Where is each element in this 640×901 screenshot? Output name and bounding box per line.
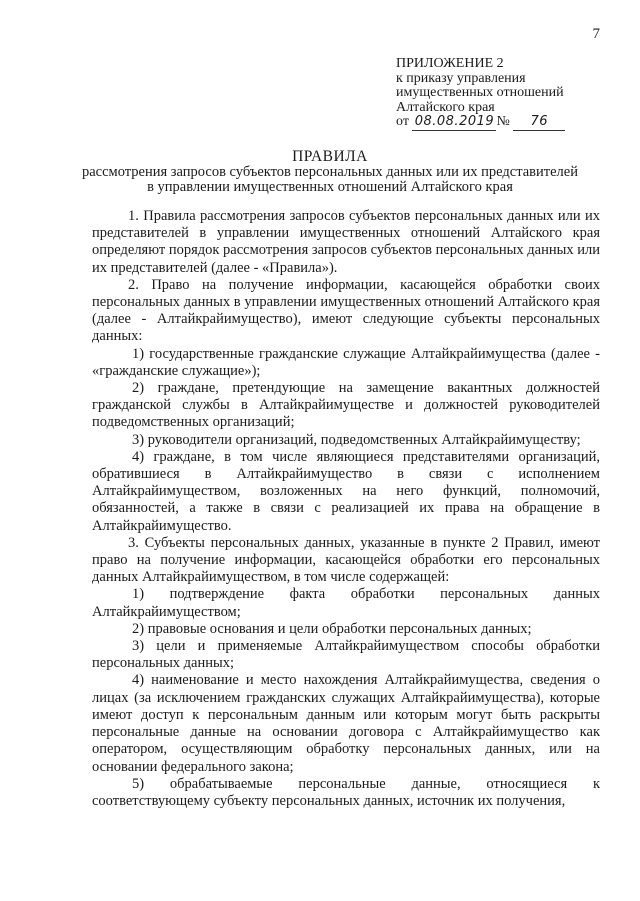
list-item: 5) обрабатываемые персональные данные, относящиеся к соответствующему субъекту персональных данных, источник их получения, [92,775,600,809]
paragraph: 1. Правила рассмотрения запросов субъектов персональных данных или их представителей в управлении имущественных отношений Алтайского края определяют порядок рассмотрения запросов субъектов персональных данных или их представителей (далее - «Правила»). [92,208,600,276]
annex-date-line [396,115,632,131]
list-item: 3) цели и применяемые Алтайкрайимуществом способы обработки персональных данных; [92,638,600,672]
list-item: 1) подтверждение факта обработки персональных данных Алтайкрайимуществом; [92,586,600,620]
list-item: 1) государственные гражданские служащие Алтайкрайимущества (далее - «гражданские служащие»); [92,345,600,379]
annex-stamp [396,57,632,131]
document-heading [60,149,600,195]
paragraph: 2. Право на получение информации, касающейся обработки своих персональных данных в управлении имущественных отношений Алтайского края (далее - Алтайкрайимущество), имеют следующие субъекты персональных данных: [92,276,600,345]
list-item: 4) наименование и место нахождения Алтайкрайимущества, сведения о лицах (за исключением гражданских служащих Алтайкрайимущества), которые имеют доступ к персональным данным или которым могут быть раскрыты персональные данные на основании договора с Алтайкрайимущество как оператором, осуществляющим обработку персональных данных, или на основании федерального закона; [92,672,600,775]
number-prefix: № [496,114,510,129]
document-body [92,208,600,810]
paragraph: 3. Субъекты персональных данных, указанные в пункте 2 Правил, имеют право на получение информации, касающейся обработки его персональных данных Алтайкрайимуществом, в том числе содержащей: [92,534,600,586]
annex-title: ПРИЛОЖЕНИЕ 2 [396,56,504,71]
handwritten-date: 08.08.2019 [412,115,496,131]
handwritten-number: 76 [513,115,565,131]
document-subtitle: рассмотрения запросов субъектов персональных данных или их представителей [81,164,578,180]
list-item: 2) граждане, претендующие на замещение вакантных должностей гражданской службы в Алтайкрайимуществе и должностей руководителей подведомственных организаций; [92,380,600,431]
page-number: 7 [592,26,600,42]
annex-line: к приказу управления [396,70,526,86]
list-item: 4) граждане, в том числе являющиеся представителями организаций, обратившиеся в Алтайкрайимущество в связи с исполнением Алтайкрайимуществом, возложенных на него функций, полномочий, обязанностей, а также в связи с реализацией их права на обращение в Алтайкрайимущество. [92,448,600,534]
document-title: ПРАВИЛА [292,148,368,165]
annex-line: Алтайского края [396,99,495,115]
document-subtitle: в управлении имущественных отношений Алтайского края [147,179,513,195]
date-prefix: от [396,114,409,129]
annex-line: имущественных отношений [396,85,564,100]
list-item: 2) правовые основания и цели обработки персональных данных; [132,620,532,637]
list-item: 3) руководители организаций, подведомственных Алтайкрайимуществу; [132,431,581,448]
